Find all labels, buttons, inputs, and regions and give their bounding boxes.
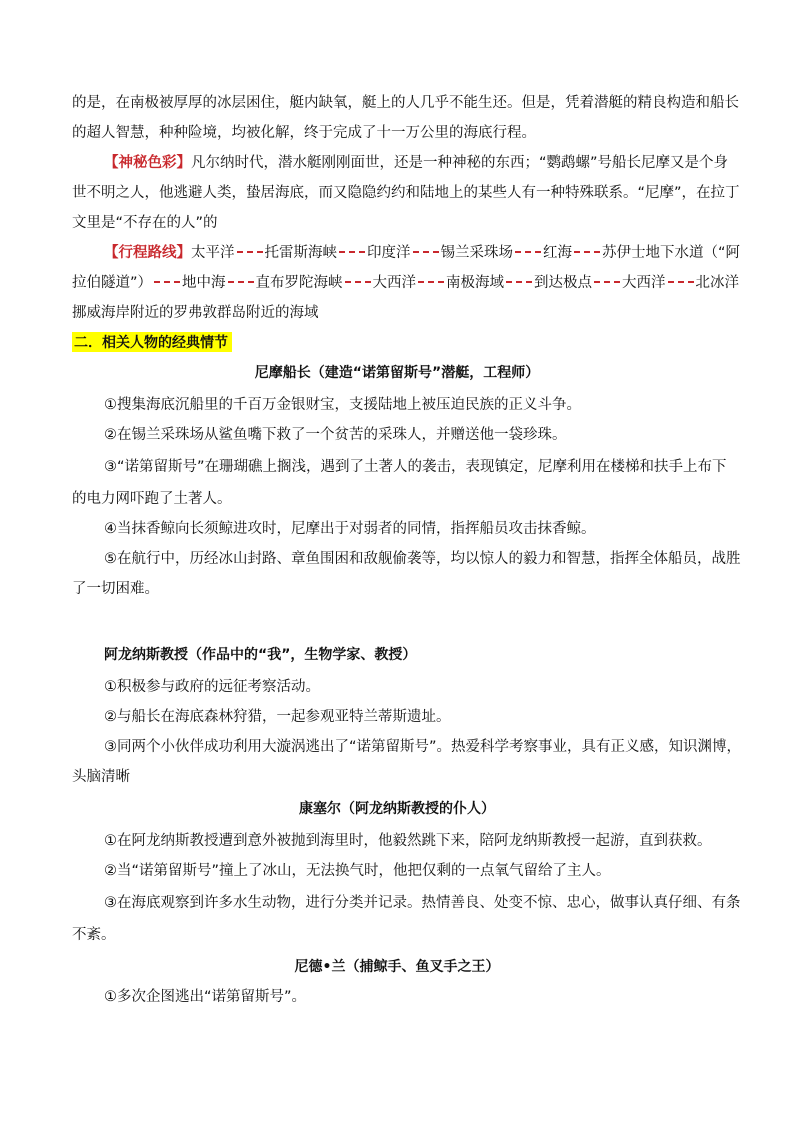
section-2-title: 二．相关人物的经典情节 xyxy=(74,335,228,351)
intro-line-1: 的是，在南极被厚厚的冰层困住，艇内缺氧，艇上的人几乎不能生还。但是，凭着潜艇的精良构造和船长 xyxy=(72,95,739,111)
nedland-title: 尼德•兰（捕鲸手、鱼叉手之王） xyxy=(294,959,500,975)
route-stop: 红海 xyxy=(543,245,572,261)
aronnax-item-3-cont: 头脑清晰 xyxy=(72,769,130,785)
route-arrow-icon xyxy=(515,251,541,253)
mystery-line-2: 世不明之人，他逃避人类，蛰居海底，而又隐隐约约和陆地上的某些人有一种特殊联系。“尼摩”，在拉丁 xyxy=(72,185,740,201)
route-arrow-icon xyxy=(668,281,694,283)
section-heading-highlight xyxy=(72,332,232,352)
route-stop: 苏伊士地下水道（“阿 xyxy=(602,245,741,261)
intro-line-2: 的超人智慧，种种险境，均被化解，终于完成了十一万公里的海底行程。 xyxy=(72,125,536,141)
route-stop: 北冰洋 xyxy=(695,275,740,291)
mystery-line-3: 文里是“不存在的人”的 xyxy=(72,215,218,231)
conseil-title: 康塞尔（阿龙纳斯教授的仆人） xyxy=(299,801,495,817)
nemo-item-1: ①搜集海底沉船里的千百万金银财宝，支援陆地上被压迫民族的正义斗争。 xyxy=(104,397,581,413)
aronnax-item-3: ③同两个小伙伴成功利用大漩涡逃出了“诺第留斯号”。热爱科学考察事业，具有正义感，知识渊博， xyxy=(104,739,742,755)
route-stop: 地中海 xyxy=(182,275,226,291)
route-label: 【行程路线】 xyxy=(104,245,191,261)
route-arrow-icon xyxy=(237,251,263,253)
nemo-item-3-cont: 的电力网吓跑了土著人。 xyxy=(72,491,232,507)
aronnax-item-1: ①积极参与政府的远征考察活动。 xyxy=(104,679,320,695)
route-arrow-icon xyxy=(413,251,439,253)
route-stop: 直布罗陀海峡 xyxy=(255,275,343,291)
nemo-item-2: ②在锡兰采珠场从鲨鱼嘴下救了一个贫苦的采珠人，并赠送他一袋珍珠。 xyxy=(104,427,567,443)
nedland-item-1: ①多次企图逃出“诺第留斯号”。 xyxy=(104,989,307,1005)
nemo-item-4: ④当抹香鲸向长须鲸进攻时，尼摩出于对弱者的同情，指挥船员攻击抹香鲸。 xyxy=(104,521,596,537)
aronnax-item-2: ②与船长在海底森林狩猎，一起参观亚特兰蒂斯遗址。 xyxy=(104,709,451,725)
route-arrow-icon xyxy=(228,281,254,283)
conseil-item-1: ①在阿龙纳斯教授遭到意外被抛到海里时，他毅然跳下来，陪阿龙纳斯教授一起游，直到获救。 xyxy=(104,833,712,849)
mystery-label: 【神秘色彩】 xyxy=(104,155,191,171)
conseil-item-2: ②当“诺第留斯号”撞上了冰山，无法换气时，他把仅剩的一点氧气留给了主人。 xyxy=(104,863,611,879)
mystery-text-1: 凡尔纳时代，潜水艇刚刚面世，还是一种神秘的东西；“鹦鹉螺”号船长尼摩又是个身 xyxy=(191,155,729,171)
route-stop: 南极海域 xyxy=(446,275,505,291)
route-arrow-icon xyxy=(506,281,532,283)
route-stop: 到达极点 xyxy=(534,275,593,291)
route-arrow-icon xyxy=(339,251,365,253)
route-arrow-icon xyxy=(594,281,620,283)
route-arrow-icon xyxy=(574,251,600,253)
route-line-3: 挪威海岸附近的罗弗敦群岛附近的海域 xyxy=(72,305,319,321)
nemo-item-3: ③“诺第留斯号”在珊瑚礁上搁浅，遇到了土著人的袭击，表现镇定，尼摩利用在楼梯和扶手上布下 xyxy=(104,459,727,475)
mystery-line-1 xyxy=(104,156,760,171)
nemo-item-5-cont: 了一切困难。 xyxy=(72,581,159,597)
route-arrow-icon xyxy=(154,281,180,283)
route-stop: 拉伯隧道”） xyxy=(72,275,153,291)
nemo-item-5: ⑤在航行中，历经冰山封路、章鱼围困和敌舰偷袭等，均以惊人的毅力和智慧，指挥全体船员，战胜 xyxy=(104,551,741,567)
route-arrow-icon xyxy=(345,281,371,283)
route-arrow-icon xyxy=(418,281,444,283)
nemo-title: 尼摩船长（建造“诺第留斯号”潜艇，工程师） xyxy=(254,365,540,381)
route-stop: 太平洋 xyxy=(191,245,235,261)
aronnax-title: 阿龙纳斯教授（作品中的“我”，生物学家、教授） xyxy=(104,647,417,663)
route-stop: 大西洋 xyxy=(372,275,417,291)
route-stop: 托雷斯海峡 xyxy=(264,245,337,261)
route-line-2 xyxy=(72,275,740,291)
conseil-item-3-cont: 不紊。 xyxy=(72,927,116,943)
route-stop: 印度洋 xyxy=(367,245,411,261)
route-line-1 xyxy=(104,246,760,261)
conseil-item-3: ③在海底观察到许多水生动物，进行分类并记录。热情善良、处变不惊、忠心，做事认真仔细、有条 xyxy=(104,895,741,911)
route-stop: 锡兰采珠场 xyxy=(440,245,513,261)
route-stop: 大西洋 xyxy=(622,275,666,291)
